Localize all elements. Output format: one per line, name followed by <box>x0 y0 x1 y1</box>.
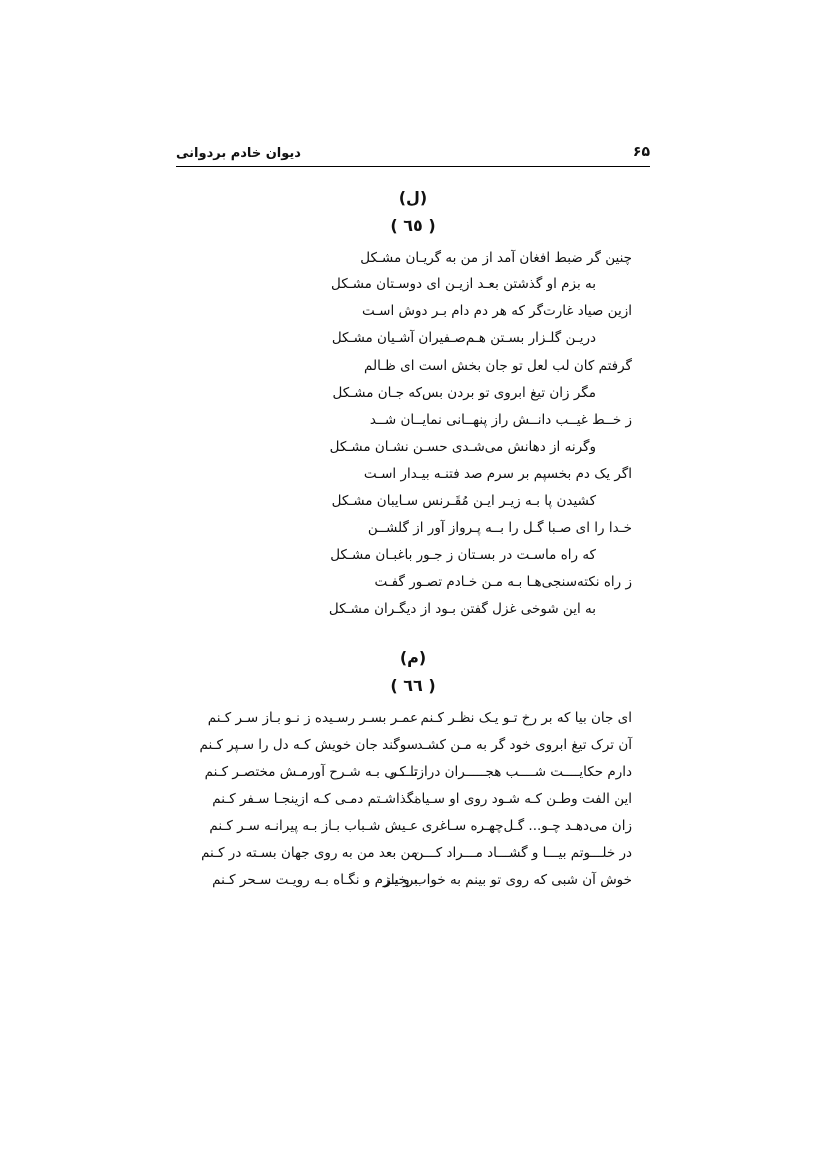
couplet-right-hemistich: این الفت وطـن کـه شـود روی او سـیاه <box>414 791 632 807</box>
poem-65-line: خـدا را ای صـبا گـل را بــه پـرواز آور از گلشــن <box>367 520 632 536</box>
poem-65-line: کشیدن پا بـه زیـر ایـن مُقَـرنس سـایبان مشـکل <box>331 493 596 509</box>
poem-65-line: که راه ماسـت در بسـتان ز جـور باغبـان مشـکل <box>330 547 596 563</box>
poem-65-line: به این شوخی غزل گفتن بـود از دیگـران مشـکل <box>328 601 596 617</box>
couplet-left-hemistich: تا کـی بـه شـرح آورمـش مختصـر کـنم <box>204 764 418 780</box>
page-number: ۶۵ <box>632 144 650 160</box>
poem-65-line: اگر یک دم بخسپم بر سرم صد فتنـه بیـدار اسـت <box>363 466 632 482</box>
poem-65-line: ز خــط غیــب دانــش راز پنهــانی نمایــان شــد <box>369 412 632 428</box>
poem-65-line: گرفتم کان لب لعل تو جان بخش است ای ظـالم <box>363 358 632 374</box>
couplet-left-hemistich: عـیش شـباب بـاز بـه پیرانـه سـر کـنم <box>209 818 418 834</box>
poem-65-line: دریـن گلـزار بسـتن هـم‌صـفیران آشـیان مشـکل <box>331 330 596 346</box>
couplet-left-hemistich: من بعد من به روی جهان بسـته در کـنم <box>201 845 418 861</box>
poem-65-line: وگرنه از دهانش می‌شـدی حسـن نشـان مشـکل <box>329 439 596 455</box>
poem-66-letter-heading: (م) <box>399 648 427 667</box>
running-header <box>176 144 650 167</box>
poem-65-line: ازین صیاد غارت‌گر که هر دم دام بـر دوش اسـت <box>361 303 632 319</box>
poem-65-line: ز راه نکته‌سنجی‌هـا بـه مـن خـادم تصـور گفـت <box>374 574 632 590</box>
poem-65-line: به بزم او گذشتن بعـد ازیـن ای دوسـتان مشـکل <box>330 276 596 292</box>
couplet-left-hemistich: سوگند جان خویش کـه دل را سـپر کـنم <box>199 737 418 753</box>
couplet-right-hemistich: زان می‌دهـد چـو... گـل‌چهـره سـاغری <box>421 818 632 834</box>
couplet-left-hemistich: عمـر بسـر رسـیده ز نـو بـاز سـر کـنم <box>207 710 418 726</box>
couplet-right-hemistich: ای جان بیا که بر رخ تـو یـک نظـر کـنم <box>420 710 632 726</box>
couplet-left-hemistich: برخیـزم و نگـاه بـه رویـت سـحر کـنم <box>212 872 418 888</box>
couplet-right-hemistich: آن ترک تیغ ابروی خود گر به مـن کشـد <box>416 737 632 753</box>
poem-65-number-heading: ( ٦٥ ) <box>390 216 436 235</box>
couplet-left-hemistich: نگذاشـتم دمـی کـه ازینجـا سـفر کـنم <box>212 791 418 807</box>
couplet-right-hemistich: در خلـــوتم بیـــا و گشـــاد مـــراد کـــن <box>413 845 632 861</box>
poem-65-line: مگر زان تیغ ابروی تو بردن بس‌که جـان مشـکل <box>332 385 596 401</box>
book-title: دیوان خادم بردوانی <box>176 146 301 161</box>
couplet-right-hemistich: دارم حکایــــت شــــب هجـــــران درازتــــر <box>390 764 632 780</box>
couplet-right-hemistich: خوش آن شبی که روی تو بینم به خواب و باز <box>384 872 632 888</box>
poem-65-letter-heading: (ل) <box>398 188 428 207</box>
poem-66-number-heading: ( ٦٦ ) <box>390 676 436 695</box>
poem-65-line: چنین گر ضبط افغان آمد از من به گریـان مشـکل <box>360 250 632 266</box>
